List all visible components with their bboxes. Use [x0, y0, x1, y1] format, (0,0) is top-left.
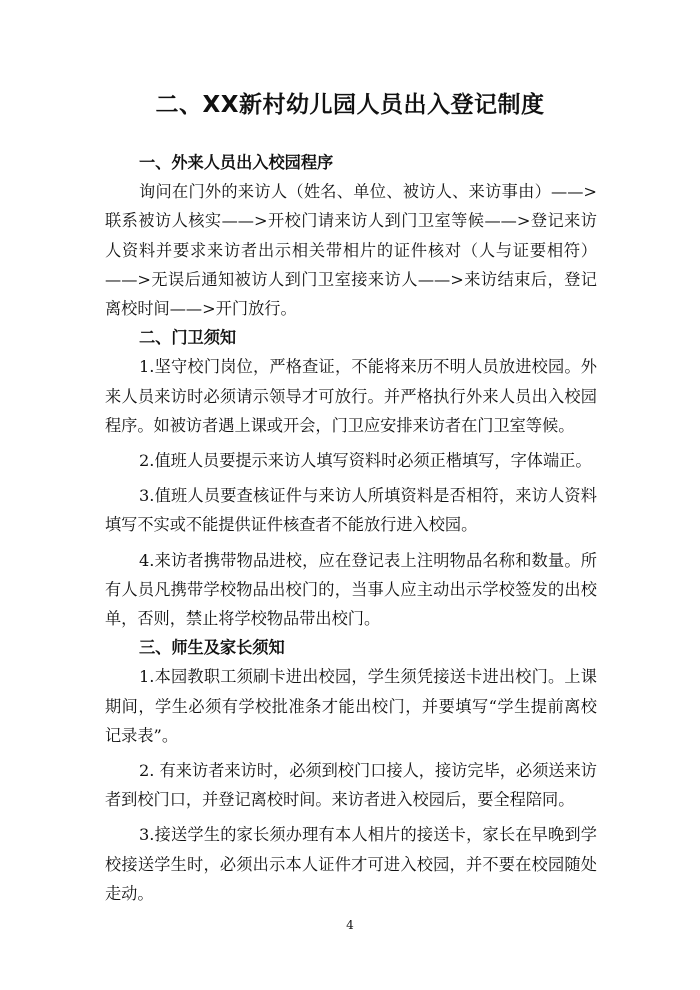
paragraph: 1.坚守校门岗位，严格查证，不能将来历不明人员放进校园。外来人员来访时必须请示领导才可放行。并严格执行外来人员出入校园程序。如被访者遇上课或开会，门卫应安排来访者在门卫室等候。	[105, 357, 597, 435]
document-body	[105, 148, 597, 908]
paragraph: 1.本园教职工须刷卡进出校园，学生须凭接送卡进出校门。上课期间，学生必须有学校批准条才能出校门，并要填写“学生提前离校记录表”。	[105, 667, 597, 745]
paragraph: 2.值班人员要提示来访人填写资料时必须正楷填写，字体端正。	[139, 451, 592, 471]
page-number: 4	[346, 918, 354, 932]
paragraph: 4.来访者携带物品进校，应在登记表上注明物品名称和数量。所有人员凡携带学校物品出校门的，当事人应主动出示学校签发的出校单，否则，禁止将学校物品带出校门。	[105, 550, 597, 629]
paragraph: 2. 有来访者来访时，必须到校门口接人，接访完毕，必须送来访者到校门口，并登记离校时间。来访者进入校园后，要全程陪同。	[105, 761, 597, 810]
paragraph: 3.值班人员要查核证件与来访人所填资料是否相符，来访人资料填写不实或不能提供证件核查者不能放行进入校园。	[105, 486, 597, 535]
section-heading-visitor-procedure: 一、外来人员出入校园程序	[139, 153, 334, 172]
page-title: 二、XX新村幼儿园人员出入登记制度	[155, 92, 545, 118]
section-heading-staff-parent-notice: 三、师生及家长须知	[139, 638, 285, 658]
paragraph: 询问在门外的来访人（姓名、单位、被访人、来访事由）——>联系被访人核实——>开校门请来访人到门卫室等候——>登记来访人资料并要求来访者出示相关带相片的证件核对（人与证要相符）——>无误后通知被访人到门卫室接来访人——>来访结束后，登记离校时间——>开门放行。	[105, 182, 597, 319]
section-heading-guard-notice: 二、门卫须知	[139, 328, 237, 348]
paragraph: 3.接送学生的家长须办理有本人相片的接送卡，家长在早晚到学校接送学生时，必须出示本人证件才可进入校园，并不要在校园随处走动。	[105, 825, 597, 903]
